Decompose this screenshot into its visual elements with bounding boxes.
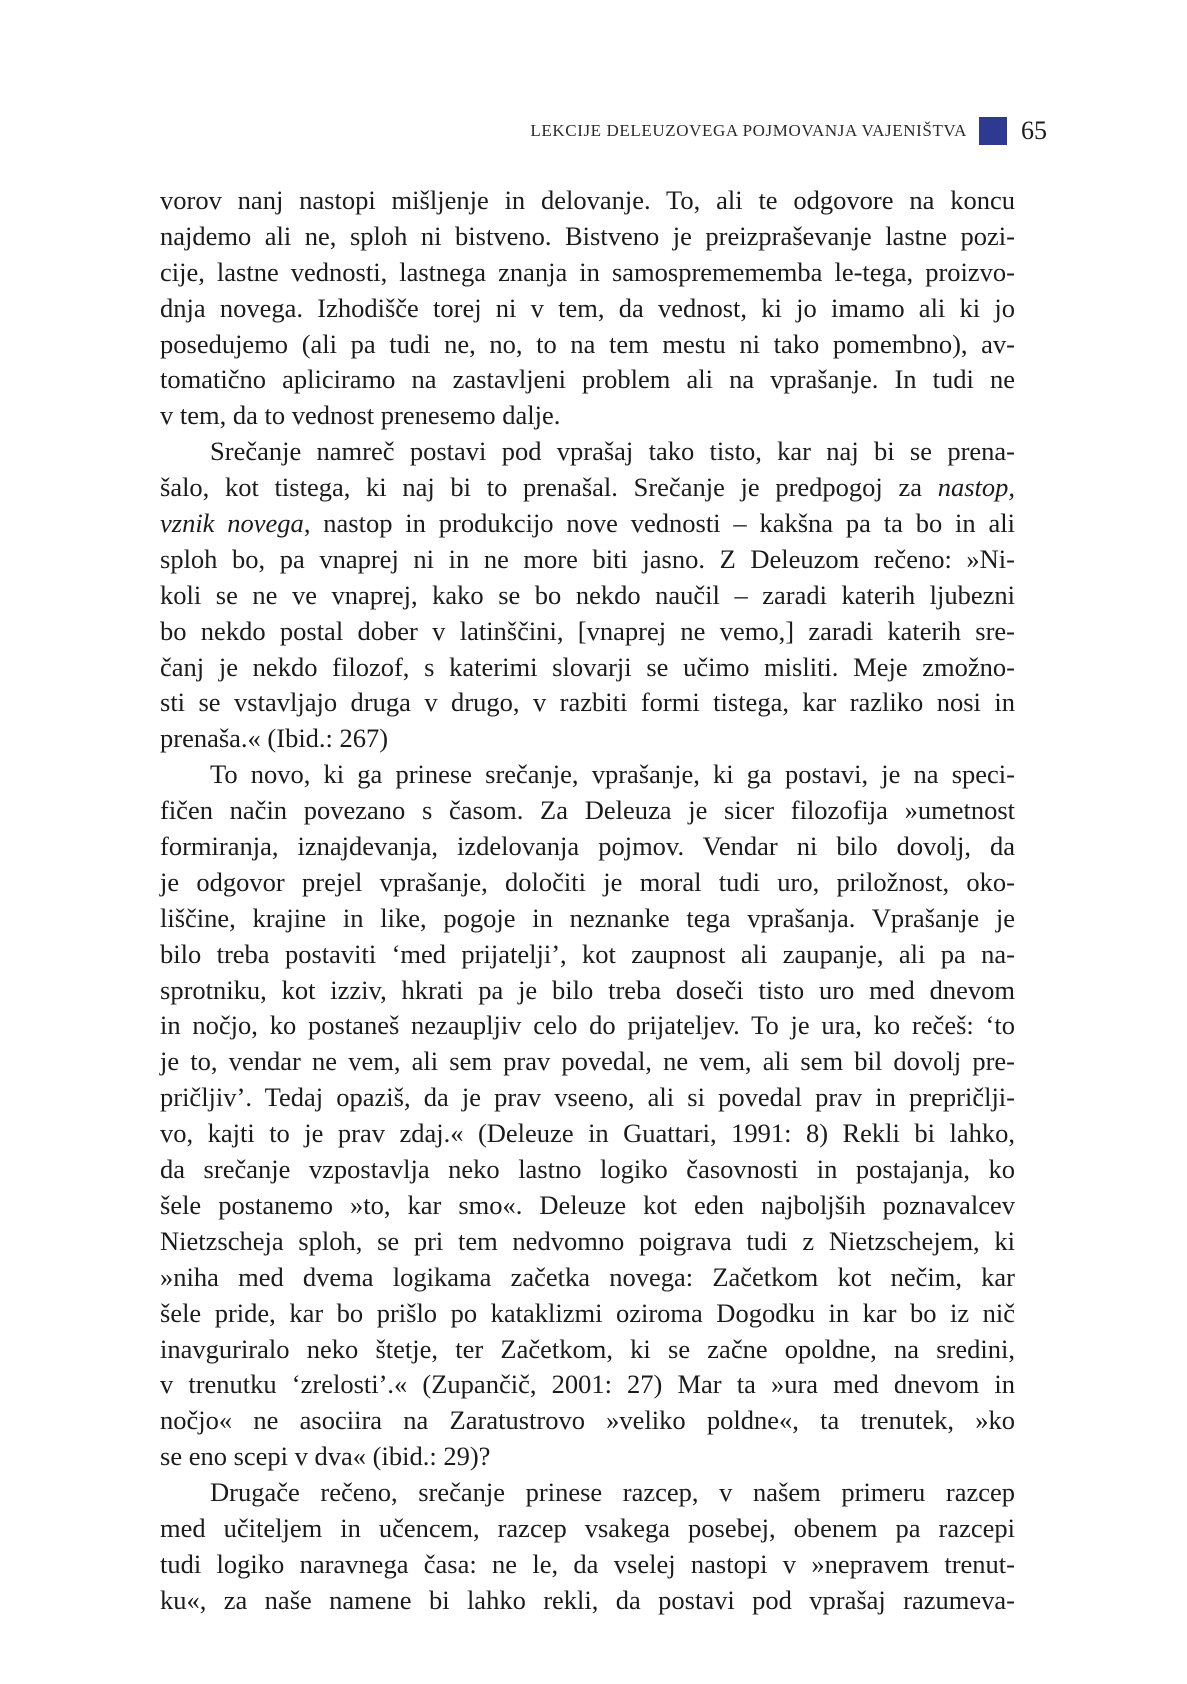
text-line: bilo treba postaviti ‘med prijatelji’, kot zaupnost ali zaupanje, ali pa na- <box>160 938 1015 969</box>
text-line: tomatično apliciramo na zastavljeni problem ali na vprašanje. In tudi ne <box>160 364 1015 395</box>
text-line-with-emphasis: vznik novega, nastop in produkcijo nove vednosti – kakšna pa ta bo in ali <box>160 508 1015 539</box>
paragraph <box>160 434 1015 757</box>
page-number: 65 <box>1021 116 1047 145</box>
text-line: Nietzscheja sploh, se pri tem nedvomno poigrava tudi z Nietzschejem, ki <box>160 1225 1015 1256</box>
text-line: fičen način povezano s časom. Za Deleuza je sicer filozofija »umetnost <box>160 795 1015 826</box>
text-line: najdemo ali ne, sploh ni bistveno. Bistveno je preizpraševanje lastne pozi- <box>160 220 1015 251</box>
text-line: šele postanemo »to, kar smo«. Deleuze kot eden najboljših poznavalcev <box>160 1189 1015 1220</box>
running-title: LEKCIJE DELEUZOVEGA POJMOVANJA VAJENIŠTVA <box>530 121 967 140</box>
text-line: čanj je nekdo filozof, s katerimi slovarji se učimo misliti. Meje zmožno- <box>160 651 1015 682</box>
text-line: je to, vendar ne vem, ali sem prav povedal, ne vem, ali sem bil dovolj pre- <box>160 1046 1015 1077</box>
text-line: sploh bo, pa vnaprej ni in ne more biti jasno. Z Deleuzom rečeno: »Ni- <box>160 543 1015 574</box>
text-line: liščine, krajine in like, pogoje in neznanke tega vprašanja. Vprašanje je <box>160 902 1015 933</box>
text-line: dnja novega. Izhodišče torej ni v tem, da vednost, ki jo imamo ali ki jo <box>160 292 1015 323</box>
text-line: bo nekdo postal dober v latinščini, [vnaprej ne vemo,] zaradi katerih sre- <box>160 615 1015 646</box>
text-line: v trenutku ‘zrelosti’.« (Zupančič, 2001: 27) Mar ta »ura med dnevom in <box>160 1369 1015 1400</box>
text-line: in nočjo, ko postaneš nezaupljiv celo do prijateljev. To je ura, ko rečeš: ‘to <box>160 1010 1015 1041</box>
text-line-with-emphasis: šalo, kot tistega, ki naj bi to prenašal. Srečanje je predpogoj za nastop, <box>160 472 1015 503</box>
text-line: inavguriralo neko štetje, ter Začetkom, ki se začne opoldne, na sredini, <box>160 1333 1015 1364</box>
text-line: tudi logiko naravnega časa: ne le, da vselej nastopi v »nepravem trenut- <box>160 1548 1015 1579</box>
running-header <box>530 116 1047 146</box>
text-line: Srečanje namreč postavi pod vprašaj tako tisto, kar naj bi se prena- <box>210 436 1015 467</box>
text-line: cije, lastne vednosti, lastnega znanja in samospremememba le-tega, proizvo- <box>160 256 1015 287</box>
text-line: pričljiv’. Tedaj opaziš, da je prav vseeno, ali si povedal prav in prepričlji- <box>160 1082 1015 1113</box>
paragraph <box>160 183 1015 434</box>
text-line: med učiteljem in učencem, razcep vsakega posebej, obenem pa razcepi <box>160 1512 1015 1543</box>
text-line: posedujemo (ali pa tudi ne, no, to na tem mestu ni tako pomembno), av- <box>160 328 1015 359</box>
accent-square-icon <box>979 117 1007 145</box>
text-line: šele pride, kar bo prišlo po kataklizmi oziroma Dogodku in kar bo iz nič <box>160 1297 1015 1328</box>
text-line: sprotniku, kot izziv, hkrati pa je bilo treba doseči tisto uro med dnevom <box>160 974 1015 1005</box>
text-line: ku«, za naše namene bi lahko rekli, da postavi pod vprašaj razumeva- <box>160 1584 1015 1615</box>
text-line: »niha med dvema logikama začetka novega: Začetkom kot nečim, kar <box>160 1261 1015 1292</box>
text-line: formiranja, iznajdevanja, izdelovanja pojmov. Vendar ni bilo dovolj, da <box>160 831 1015 862</box>
text-line: sti se vstavljajo druga v drugo, v razbiti formi tistega, kar razliko nosi in <box>160 687 1015 718</box>
text-line: prenaša.« (Ibid.: 267) <box>160 723 389 754</box>
paragraph <box>160 1475 1015 1619</box>
body-text <box>160 183 1015 1619</box>
text-line: koli se ne ve vnaprej, kako se bo nekdo naučil – zaradi katerih ljubezni <box>160 579 1015 610</box>
text-line: da srečanje vzpostavlja neko lastno logiko časovnosti in postajanja, ko <box>160 1154 1015 1185</box>
text-line: vorov nanj nastopi mišljenje in delovanje. To, ali te odgovore na koncu <box>160 185 1015 215</box>
paragraph <box>160 757 1015 1475</box>
text-line: nočjo« ne asociira na Zaratustrovo »veliko poldne«, ta trenutek, »ko <box>160 1405 1015 1436</box>
text-line: To novo, ki ga prinese srečanje, vprašanje, ki ga postavi, je na speci- <box>210 759 1015 790</box>
text-line: je odgovor prejel vprašanje, določiti je moral tudi uro, priložnost, oko- <box>160 866 1015 897</box>
text-line: Drugače rečeno, srečanje prinese razcep, v našem primeru razcep <box>210 1477 1015 1508</box>
text-line: se eno scepi v dva« (ibid.: 29)? <box>160 1441 491 1472</box>
text-line: v tem, da to vednost prenesemo dalje. <box>160 400 561 431</box>
text-line: vo, kajti to je prav zdaj.« (Deleuze in Guattari, 1991: 8) Rekli bi lahko, <box>160 1118 1015 1149</box>
